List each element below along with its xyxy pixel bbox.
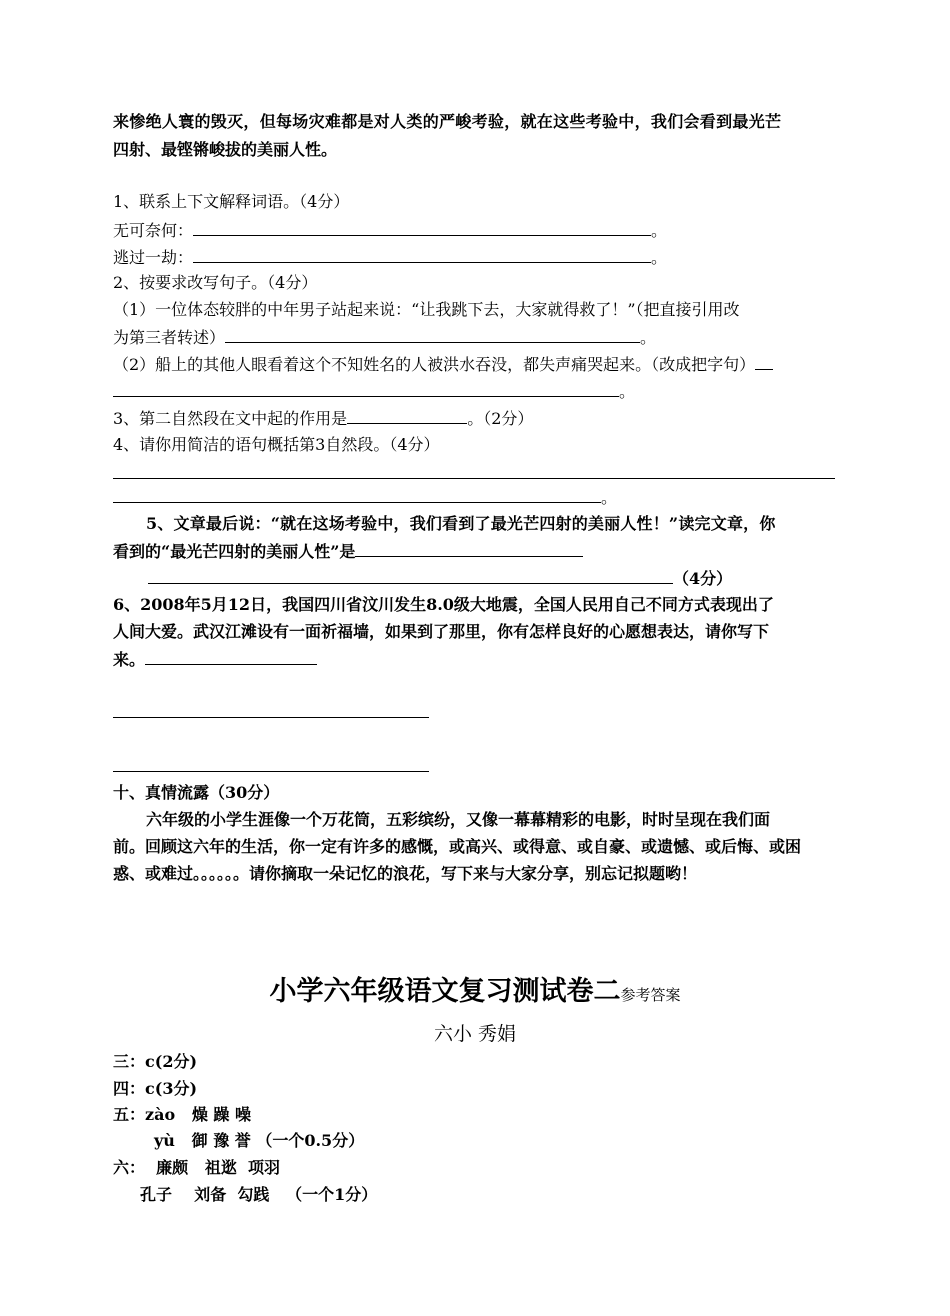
question-2-prompt: 2、按要求改写句子。（4分）	[113, 273, 318, 292]
answer-blank[interactable]	[113, 381, 619, 397]
question-4-answer-row	[113, 487, 617, 508]
answer-blank[interactable]	[113, 487, 601, 503]
answer-item: 五：zào 燥 躁 噪	[113, 1105, 251, 1124]
question-6-text: 来。	[113, 650, 146, 669]
question-6-line	[113, 649, 317, 670]
answer-line[interactable]	[113, 478, 835, 479]
answer-blank[interactable]	[193, 220, 651, 236]
end-mark: 。	[651, 221, 668, 240]
question-2-answer-row	[113, 381, 635, 402]
question-3-prompt: 3、第二自然段在文中起的作用是	[113, 409, 348, 428]
term-label: 逃过一劫：	[113, 248, 194, 267]
question-3-score: 。（2分）	[467, 409, 534, 428]
answer-key-author: 六小 秀娟	[433, 1023, 517, 1045]
answer-blank[interactable]	[755, 354, 773, 370]
answer-item: 六： 廉颇 祖逖 项羽	[113, 1158, 280, 1177]
question-1-prompt: 1、联系上下文解释词语。（4分）	[113, 192, 350, 211]
answer-blank[interactable]	[355, 541, 583, 557]
section-10-paragraph-line: 惑、或难过。。。。。。请你摘取一朵记忆的浪花，写下来与大家分享，别忘记拟题哟！	[113, 864, 698, 883]
answer-blank[interactable]	[148, 568, 673, 584]
question-1-term-row	[113, 220, 667, 241]
answer-line[interactable]	[113, 771, 429, 772]
question-6-line: 人间大爱。武汉江滩设有一面祈福墙，如果到了那里，你有怎样良好的心愿想表达，请你写下	[113, 622, 770, 641]
answer-key-title	[0, 975, 950, 1012]
question-2-sentence-2	[113, 354, 773, 375]
answer-item: 四：c(3分)	[113, 1079, 198, 1098]
answer-line[interactable]	[113, 717, 429, 718]
title-suffix: 参考答案	[620, 986, 681, 1004]
question-6-line: 6、2008年5月12日，我国四川省汶川发生8.0级大地震，全国人民用自己不同方式表现出了	[113, 595, 774, 614]
question-2-sentence-1-cont	[113, 327, 656, 348]
answer-item: yù 御 豫 誉 （一个0.5分）	[154, 1131, 365, 1150]
instruction-text: （2）船上的其他人眼看着这个不知姓名的人被洪水吞没，都失声痛哭起来。（改成把字句）	[113, 355, 756, 374]
question-5-line	[113, 541, 583, 562]
term-label: 无可奈何：	[113, 221, 194, 240]
question-5-text: 看到的“最光芒四射的美丽人性”是	[113, 542, 356, 561]
end-mark: 。	[640, 328, 657, 347]
section-10-heading: 十、真情流露（30分）	[113, 783, 280, 802]
title-text: 小学六年级语文复习测试卷二	[269, 976, 621, 1007]
answer-blank[interactable]	[347, 408, 467, 424]
answer-item: 三：c(2分)	[113, 1052, 198, 1071]
question-5-score: （4分）	[673, 569, 733, 588]
question-1-term-row	[113, 247, 667, 268]
answer-item: 孔子 刘备 勾践 （一个1分）	[140, 1185, 378, 1204]
instruction-text: 为第三者转述）	[113, 328, 226, 347]
answer-blank[interactable]	[145, 649, 317, 665]
answer-blank[interactable]	[193, 247, 651, 263]
question-2-sentence-1: （1）一位体态较胖的中年男子站起来说：“让我跳下去，大家就得救了！”（把直接引用改	[113, 300, 740, 319]
end-mark: 。	[619, 382, 636, 401]
question-5-line: 5、文章最后说：“就在这场考验中，我们看到了最光芒四射的美丽人性！”读完文章，你	[146, 514, 776, 533]
question-3	[113, 408, 533, 429]
section-10-paragraph-line: 六年级的小学生涯像一个万花筒，五彩缤纷，又像一幕幕精彩的电影，时时呈现在我们面	[146, 810, 771, 829]
section-10-paragraph-line: 前。回顾这六年的生活，你一定有许多的感慨，或高兴、或得意、或自豪、或遗憾、或后悔、或困	[113, 837, 802, 856]
question-5-answer-row	[148, 568, 732, 589]
answer-blank[interactable]	[225, 327, 640, 343]
passage-line: 四射、最铿锵峻拔的美丽人性。	[113, 140, 338, 159]
end-mark: 。	[601, 488, 618, 507]
passage-line: 来惨绝人寰的毁灭，但每场灾难都是对人类的严峻考验，就在这些考验中，我们会看到最光芒	[113, 112, 782, 131]
question-4-prompt: 4、请你用简洁的语句概括第3自然段。（4分）	[113, 435, 440, 454]
end-mark: 。	[651, 248, 668, 267]
